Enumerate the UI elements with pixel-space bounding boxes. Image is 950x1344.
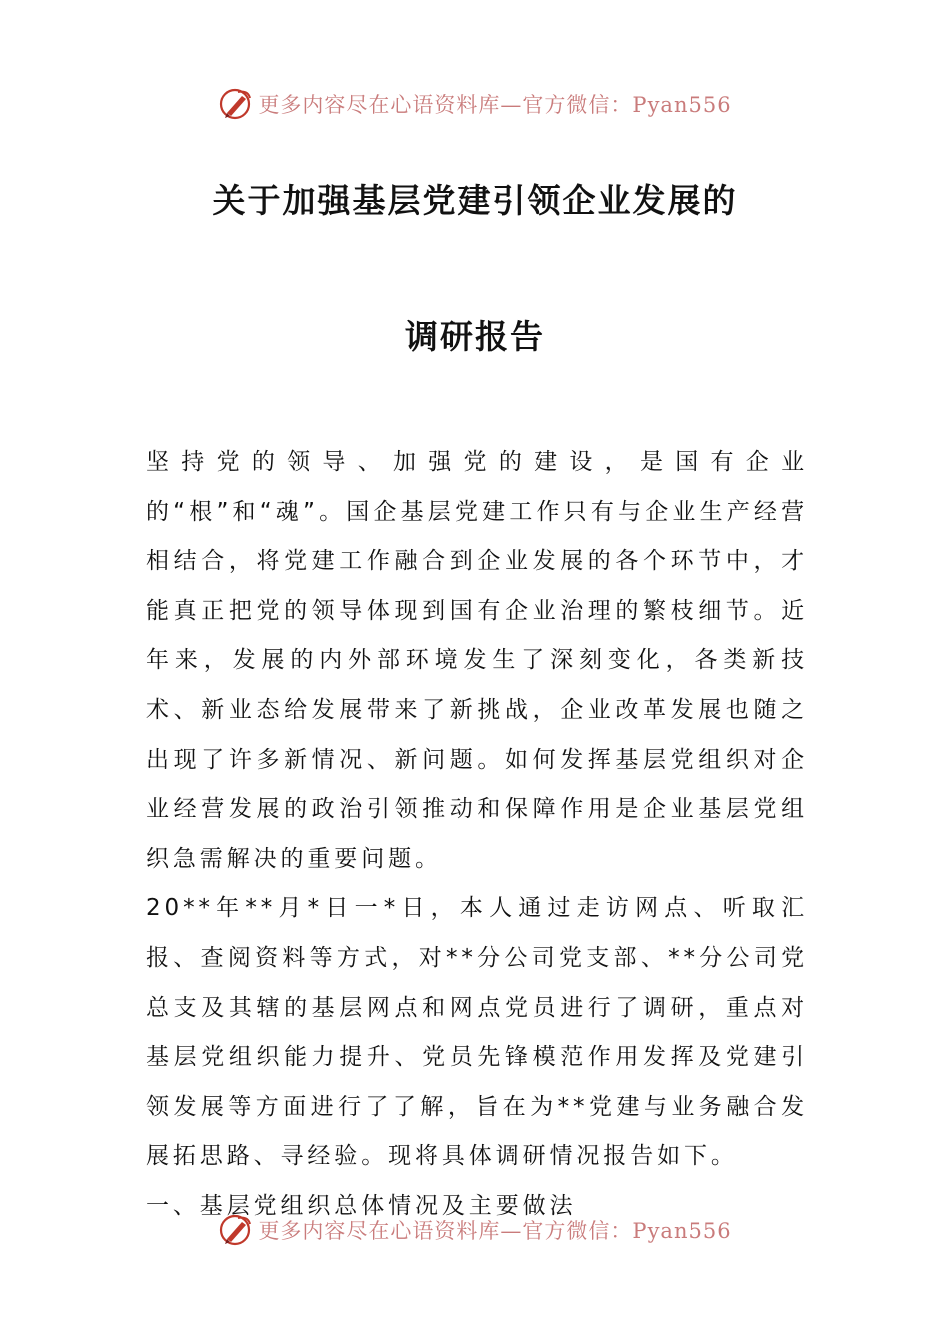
footer-banner-text: 更多内容尽在心语资料库—官方微信：Pyan556	[258, 1219, 732, 1243]
document-body	[146, 438, 808, 1232]
section-heading-1: 一、基层党组织总体情况及主要做法	[146, 1192, 577, 1219]
paragraph-research: 20**年**月*日一*日，本人通过走访网点、听取汇报、查阅资料等方式，对**分公司党支部、**分公司党总支及其辖的基层网点和网点党员进行了调研，重点对基层党组织能力提升、党员先锋模范作用发挥及党建引领发展等方面进行了了解，旨在为**党建与业务融合发展拓思路、寻经验。现将具体调研情况报告如下。	[146, 895, 808, 1170]
footer-banner	[0, 1208, 950, 1252]
pen-logo-icon	[218, 86, 254, 122]
page-title-line-2: 调研报告	[405, 317, 545, 356]
pen-logo-icon	[218, 1212, 254, 1248]
header-banner	[0, 82, 950, 126]
page-title-line-1: 关于加强基层党建引领企业发展的	[212, 181, 738, 220]
paragraph-intro: 坚持党的领导、加强党的建设，是国有企业的“根”和“魂”。国企基层党建工作只有与企业生产经营相结合，将党建工作融合到企业发展的各个环节中，才能真正把党的领导体现到国有企业治理的繁枝细节。近年来，发展的内外部环境发生了深刻变化，各类新技术、新业态给发展带来了新挑战，企业改革发展也随之出现了许多新情况、新问题。如何发挥基层党组织对企业经营发展的政治引领推动和保障作用是企业基层党组织急需解决的重要问题。	[146, 449, 808, 872]
header-banner-text: 更多内容尽在心语资料库—官方微信：Pyan556	[258, 93, 732, 117]
